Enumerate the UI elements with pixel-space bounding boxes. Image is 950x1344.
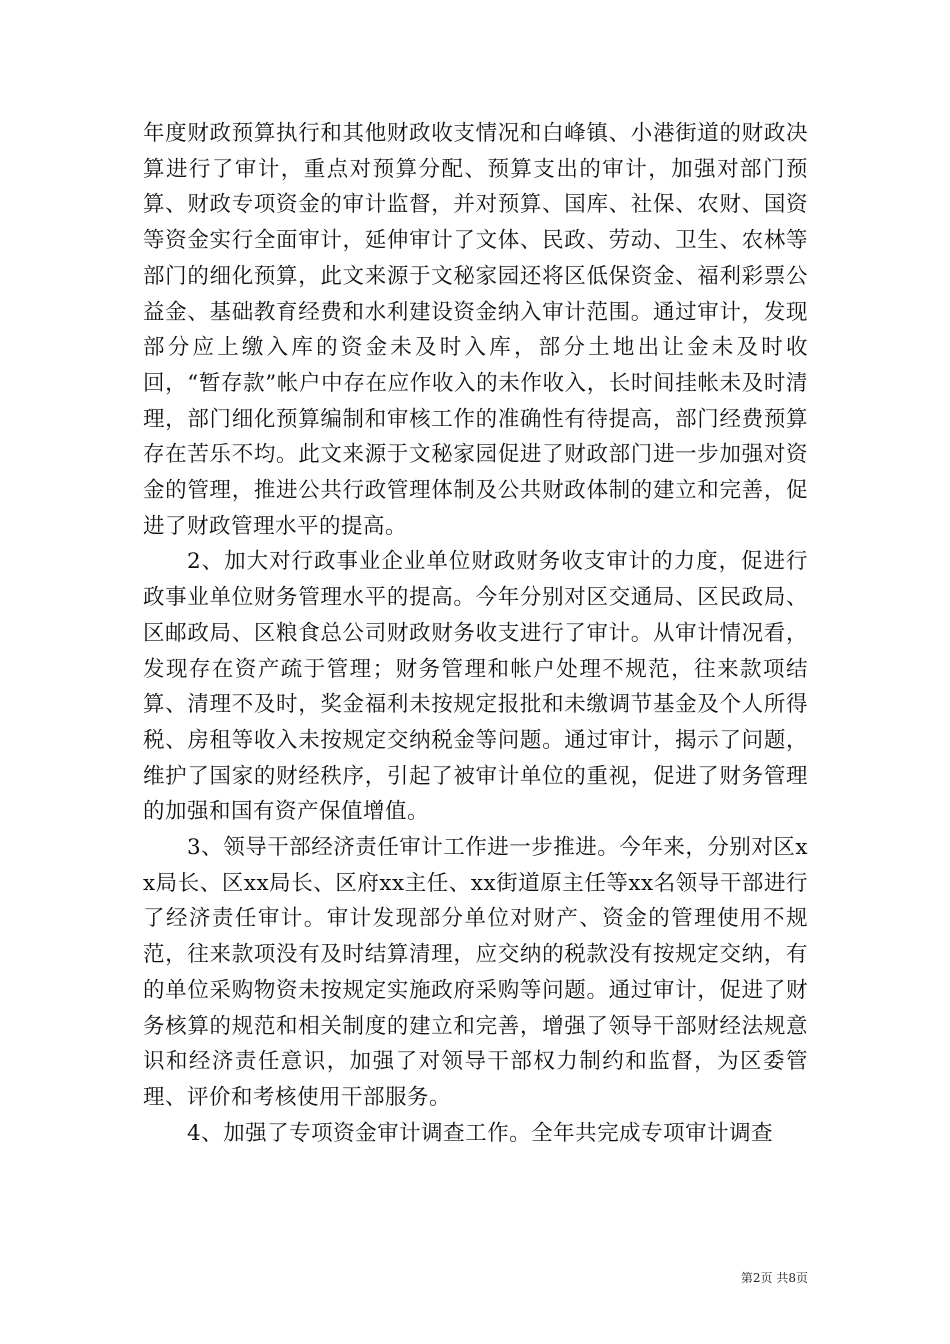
page-number-footer: 第2页 共8页 [740, 1271, 808, 1285]
paragraph-3-leader-audit: 3、领导干部经济责任审计工作进一步推进。今年来，分别对区xx局长、区xx局长、区府xx主任、xx街道原主任等xx名领导干部进行了经济责任审计。审计发现部分单位对财产、资金的管理使用不规范，往来款项没有及时结算清理，应交纳的税款没有按规定交纳，有的单位采购物资未按规定实施政府采购等问题。通过审计，促进了财务核算的规范和相关制度的建立和完善，增强了领导干部财经法规意识和经济责任意识，加强了对领导干部权力制约和监督，为区委管理、评价和考核使用干部服务。 [143, 835, 808, 1110]
paragraph-4-special-funds: 4、加强了专项资金审计调查工作。全年共完成专项审计调查 [187, 1120, 774, 1146]
paragraph-2-admin-units: 2、加大对行政事业企业单位财政财务收支审计的力度，促进行政事业单位财务管理水平的提高。今年分别对区交通局、区民政局、区邮政局、区粮食总公司财政财务收支进行了审计。从审计情况看，发现存在资产疏于管理；财务管理和帐户处理不规范，往来款项结算、清理不及时，奖金福利未按规定报批和未缴调节基金及个人所得税、房租等收入未按规定交纳税金等问题。通过审计，揭示了问题，维护了国家的财经秩序，引起了被审计单位的重视，促进了财务管理的加强和国有资产保值增值。 [143, 549, 808, 825]
document-body [143, 116, 808, 1151]
paragraph-budget-audit: 年度财政预算执行和其他财政收支情况和白峰镇、小港街道的财政决算进行了审计，重点对预算分配、预算支出的审计，加强对部门预算、财政专项资金的审计监督，并对预算、国库、社保、农财、国资等资金实行全面审计，延伸审计了文体、民政、劳动、卫生、农林等部门的细化预算，此文来源于文秘家园还将区低保资金、福利彩票公益金、基础教育经费和水利建设资金纳入审计范围。通过审计，发现部分应上缴入库的资金未及时入库，部分土地出让金未及时收回，“暂存款”帐户中存在应作收入的未作收入，长时间挂帐未及时清理，部门细化预算编制和审核工作的准确性有待提高，部门经费预算存在苦乐不均。此文来源于文秘家园促进了财政部门进一步加强对资金的管理，推进公共行政管理体制及公共财政体制的建立和完善，促进了财政管理水平的提高。 [143, 121, 808, 539]
